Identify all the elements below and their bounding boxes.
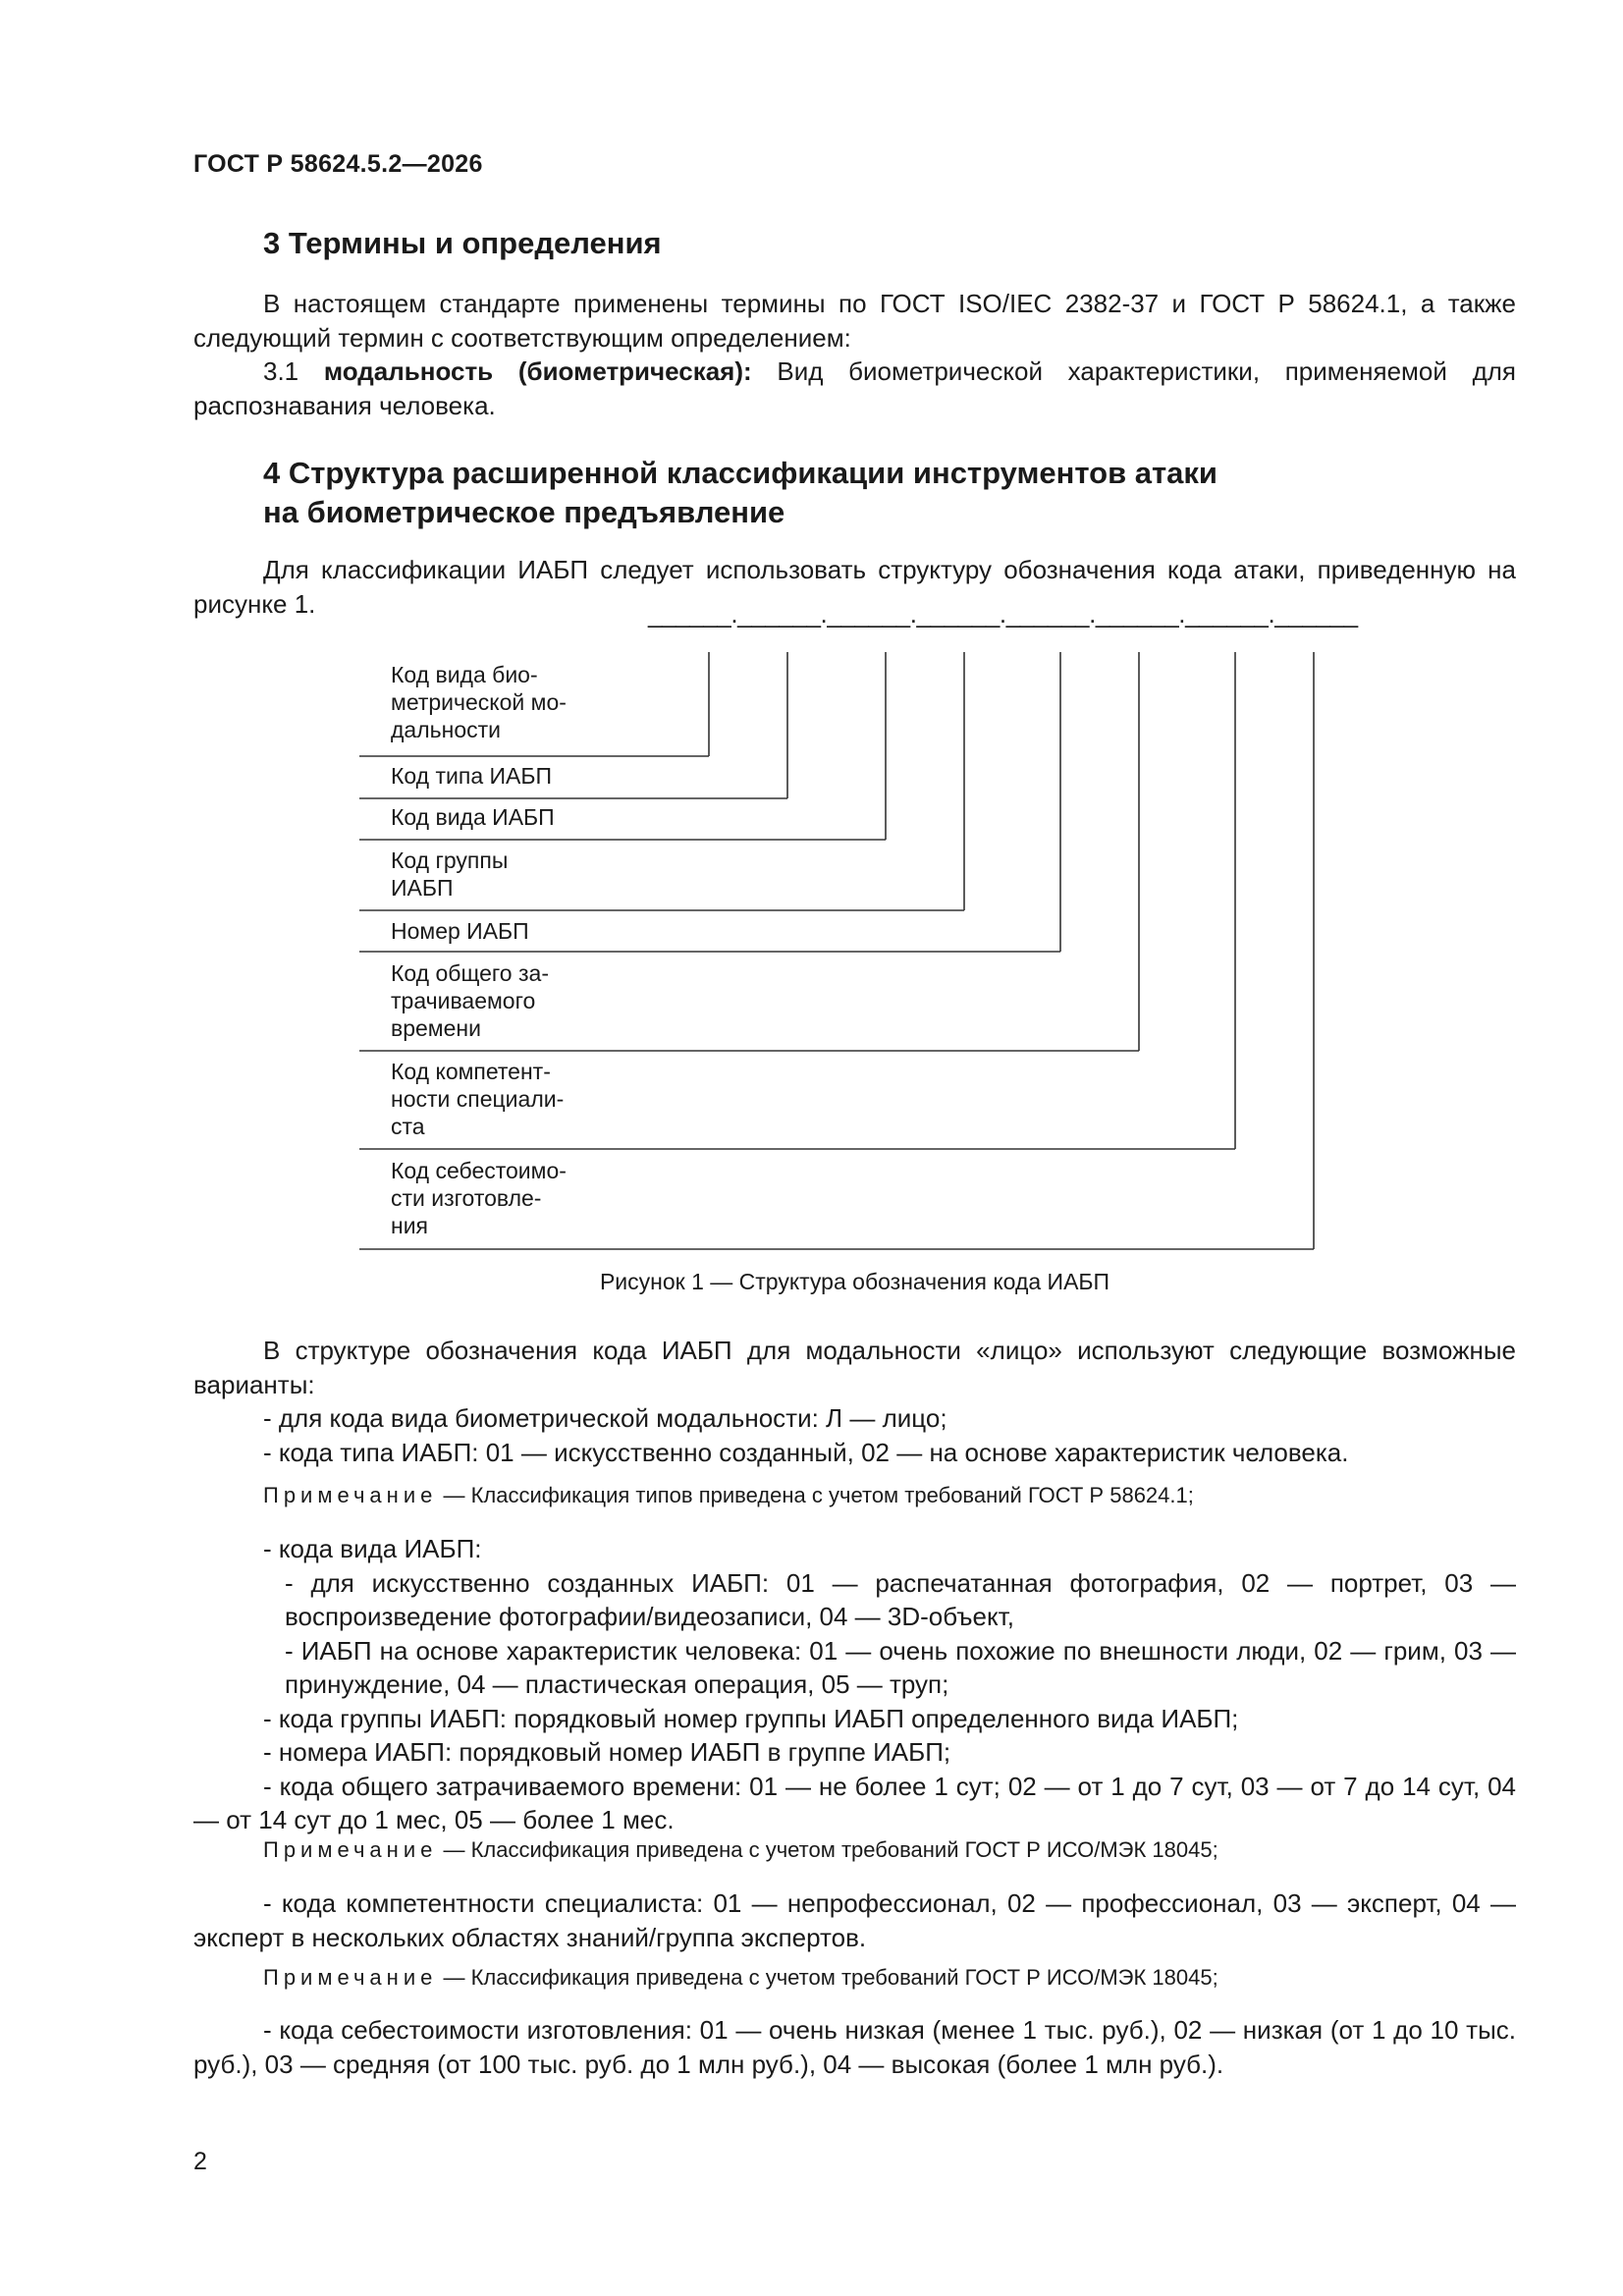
label-competence: Код компетент- ности специали- ста bbox=[391, 1059, 565, 1139]
label-type: Код типа ИАБП bbox=[391, 763, 553, 789]
document-code-header: ГОСТ Р 58624.5.2—2026 bbox=[193, 150, 483, 178]
list-item bbox=[193, 2013, 1516, 2081]
list-item-text: - кода компетентности специалиста: 01 — непрофессионал, 02 — профессионал, 03 — эксперт, 04 — эксперт в нескольких областях знаний/группа экспертов. bbox=[193, 1888, 1516, 1952]
list-item: - для кода вида биометрической модальности: Л — лицо; bbox=[263, 1403, 947, 1433]
structure-intro bbox=[193, 1334, 1516, 1401]
list-item: - номера ИАБП: порядковый номер ИАБП в группе ИАБП; bbox=[263, 1737, 951, 1767]
note-label: Примечание bbox=[263, 1965, 438, 1990]
section-3-title: 3 Термины и определения bbox=[263, 226, 662, 260]
figure-caption: Рисунок 1 — Структура обозначения кода ИАБП bbox=[599, 1269, 1110, 1294]
note-label: Примечание bbox=[263, 1837, 438, 1862]
list-item bbox=[193, 1886, 1516, 1954]
section-4-intro-text: Для классификации ИАБП следует использовать структуру обозначения кода атаки, приведенную на рисунке 1. bbox=[193, 555, 1516, 619]
list-block-4 bbox=[193, 2013, 1516, 2081]
label-time: Код общего за- трачиваемого времени bbox=[391, 960, 549, 1041]
note-3 bbox=[263, 1963, 1516, 1993]
list-item: - кода группы ИАБП: порядковый номер группы ИАБП определенного вида ИАБП; bbox=[263, 1703, 1239, 1733]
list-item: - кода типа ИАБП: 01 — искусственно созданный, 02 — на основе характеристик человека. bbox=[263, 1437, 1349, 1467]
note-text: — Классификация приведена с учетом требований ГОСТ Р ИСО/МЭК 18045; bbox=[437, 1837, 1218, 1862]
note-2 bbox=[263, 1835, 1516, 1865]
page-number: 2 bbox=[193, 2148, 207, 2175]
list-item: - для искусственно созданных ИАБП: 01 — распечатанная фотография, 02 — портрет, 03 — воспроизведение фотографии/видеозаписи, 04 — 3D-объект, bbox=[285, 1567, 1516, 1631]
term-definition: Вид биометрической характеристики, применяемой для распознавания человека. bbox=[193, 356, 1516, 420]
section-4-title-line2: на биометрическое предъявление bbox=[263, 495, 785, 529]
list-block-1 bbox=[193, 1401, 1516, 1469]
list-item: - ИАБП на основе характеристик человека: 01 — очень похожие по внешности люди, 02 — грим, 03 — принуждение, 04 — пластическая операция, 05 — труп; bbox=[285, 1635, 1516, 1699]
note-label: Примечание bbox=[263, 1483, 438, 1507]
list-item-text: - кода общего затрачиваемого времени: 01 — не более 1 сут; 02 — от 1 до 7 сут, 03 — от 7 до 14 сут, 04 — от 14 сут до 1 мес, 05 — более 1 мес. bbox=[193, 1771, 1516, 1834]
label-cost: Код себестоимо- сти изготовле- ния bbox=[391, 1158, 567, 1238]
label-biometric-modality: Код вида био- метрической мо- дальности bbox=[391, 662, 567, 742]
label-kind: Код вида ИАБП bbox=[391, 804, 555, 830]
term-number: 3.1 bbox=[263, 356, 324, 386]
list-block-2 bbox=[193, 1532, 1516, 1837]
term-name: модальность (биометрическая): bbox=[323, 356, 752, 386]
code-template: ______.______.______.______.______.______.______.______ bbox=[648, 599, 1358, 629]
section-4-title-line1: 4 Структура расширенной классификации инструментов атаки bbox=[263, 456, 1217, 490]
label-number: Номер ИАБП bbox=[391, 918, 529, 944]
note-text: — Классификация приведена с учетом требований ГОСТ Р ИСО/МЭК 18045; bbox=[437, 1965, 1218, 1990]
structure-intro-text: В структуре обозначения кода ИАБП для модальности «лицо» используют следующие возможные варианты: bbox=[193, 1336, 1516, 1399]
label-group: Код группы ИАБП bbox=[391, 847, 509, 901]
note-1 bbox=[263, 1481, 1516, 1510]
section-3-intro-text: В настоящем стандарте применены термины по ГОСТ ISO/IEC 2382-37 и ГОСТ Р 58624.1, а также следующий термин с соответствующим определением: bbox=[193, 289, 1516, 353]
list-item-text: - кода себестоимости изготовления: 01 — очень низкая (менее 1 тыс. руб.), 02 — низкая (от 1 до 10 тыс. руб.), 03 — средняя (от 100 тыс. руб. до 1 млн руб.), 04 — высокая (более 1 млн руб.). bbox=[193, 2015, 1516, 2079]
list-item: - кода вида ИАБП: bbox=[263, 1534, 482, 1563]
list-block-3 bbox=[193, 1886, 1516, 1954]
list-item bbox=[193, 1770, 1516, 1837]
note-text: — Классификация типов приведена с учетом требований ГОСТ Р 58624.1; bbox=[437, 1483, 1194, 1507]
